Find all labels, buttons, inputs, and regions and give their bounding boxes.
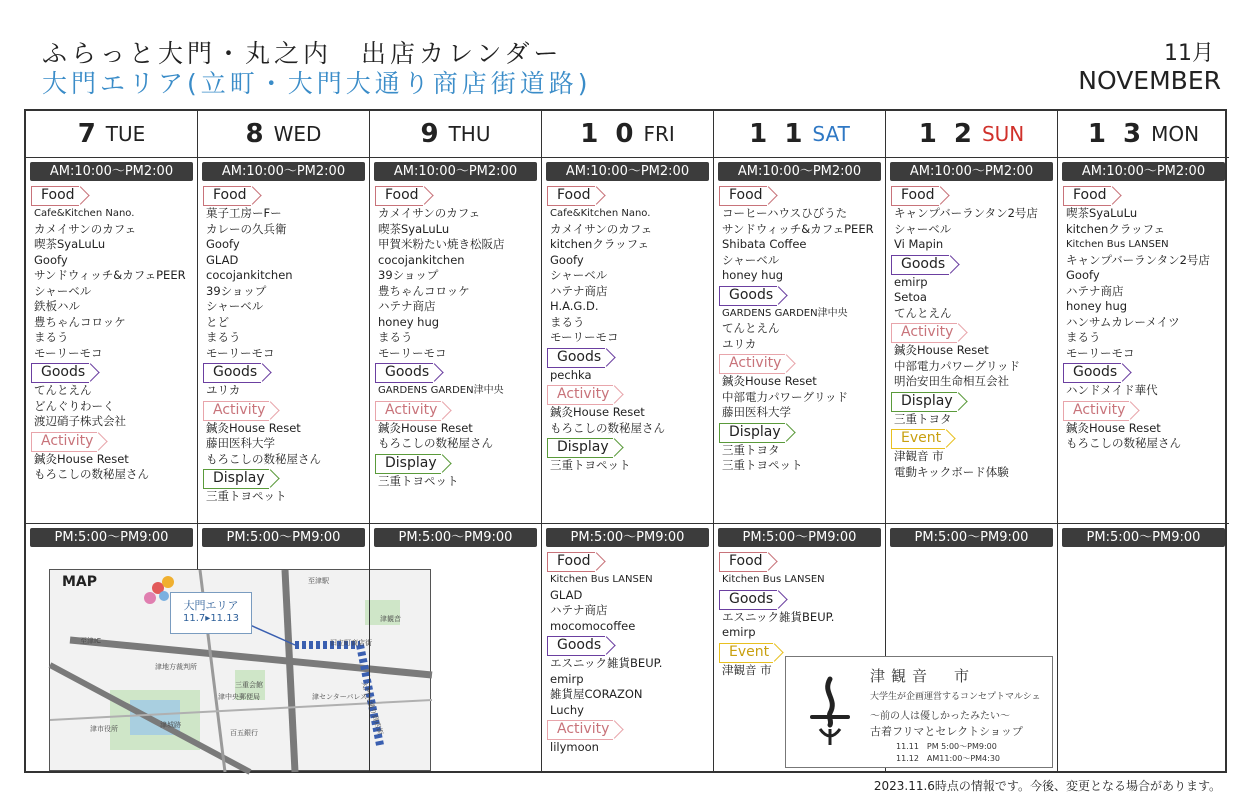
vendor-item: 中部電力パワーグリッド: [722, 389, 849, 404]
vendor-item: Setoa: [894, 290, 927, 304]
food-category-label: Food: [729, 553, 763, 569]
vendor-item: モーリーモコ: [1066, 345, 1135, 360]
am-block: [542, 162, 713, 524]
vendor-item: 喫茶SyaLuLu: [1066, 206, 1138, 220]
activity-category-label: Activity: [385, 401, 438, 418]
goods-category-label: Goods: [557, 348, 602, 365]
activity-category-tag: [547, 720, 623, 740]
vendor-item: 菓子工房ーFー: [206, 206, 282, 220]
activity-category-label: Activity: [1073, 401, 1126, 418]
am-time-bar: AM:10:00〜PM2:00: [202, 162, 365, 181]
vendor-item: 三重トヨペット: [206, 489, 287, 503]
goods-list: [198, 383, 369, 399]
goods-category-label: Goods: [557, 637, 602, 653]
pm-time-bar: PM:5:00〜PM9:00: [890, 528, 1053, 547]
activity-list: [542, 740, 713, 756]
pm-time-bar: PM:5:00〜PM9:00: [30, 528, 193, 547]
am-time-bar: AM:10:00〜PM2:00: [1062, 162, 1225, 181]
vendor-item: 明治安田生命相互会社: [894, 374, 1009, 388]
food-category-tag: [1063, 186, 1121, 206]
goods-category-tag: [31, 363, 99, 383]
vendor-item: 三重トヨペット: [378, 473, 459, 488]
event-card-line3: 古着フリマとセレクトショップ: [870, 725, 1023, 738]
vendor-item: まるう: [34, 330, 69, 344]
vendor-item: 雑貨屋CORAZON: [550, 687, 643, 701]
display-category-tag: [719, 423, 795, 443]
vendor-item: 鍼灸House Reset: [1066, 420, 1161, 435]
am-block: [26, 162, 197, 524]
map-place-label: 三重会館: [235, 681, 263, 689]
vendor-item: モーリーモコ: [34, 345, 103, 360]
day-number: 1 1: [749, 119, 807, 149]
vendor-item: モーリーモコ: [206, 345, 275, 360]
map-place-label: 津観音: [380, 615, 401, 623]
vendor-item: もろこしの数秘屋さん: [378, 436, 493, 450]
vendor-item: cocojankitchen: [206, 268, 293, 282]
am-block: [714, 162, 885, 524]
vendor-item: 三重トヨペット: [722, 458, 803, 472]
vendor-item: H.A.G.D.: [550, 299, 599, 313]
day-name: MON: [1151, 122, 1200, 146]
map-place-label: 津センターパレス: [312, 693, 368, 701]
am-block: [1058, 162, 1229, 524]
vendor-item: ハテナ商店: [378, 299, 436, 313]
vendor-item: 39ショップ: [378, 268, 439, 282]
display-category-tag: [547, 438, 623, 458]
vendor-item: ユリカ: [722, 336, 757, 351]
activity-category-label: Activity: [729, 355, 782, 371]
vendor-item: Cafe&Kitchen Nano.: [550, 208, 651, 219]
vendor-item: Vi Mapin: [894, 237, 944, 251]
vendor-item: lilymoon: [550, 740, 599, 754]
vendor-item: GLAD: [206, 252, 239, 267]
am-block: [198, 162, 369, 524]
goods-list: [26, 383, 197, 430]
map-sign-dates: 11.7▸11.13: [183, 613, 239, 624]
day-number: 8: [245, 119, 268, 149]
vendor-item: emirp: [722, 625, 756, 639]
activity-list: [542, 405, 713, 436]
goods-list: [542, 656, 713, 718]
vendor-item: 津観音 市: [722, 662, 772, 677]
goods-category-tag: [891, 255, 959, 275]
goods-category-label: Goods: [213, 364, 258, 380]
pm-time-bar: PM:5:00〜PM9:00: [546, 528, 709, 547]
pm-time-bar: PM:5:00〜PM9:00: [1062, 528, 1225, 547]
food-category-label: Food: [41, 187, 75, 203]
vendor-item: 鍼灸House Reset: [550, 405, 645, 419]
vendor-item: モーリーモコ: [378, 345, 447, 360]
activity-list: [26, 452, 197, 483]
activity-list: [886, 343, 1057, 390]
goods-category-tag: [547, 636, 615, 656]
vendor-item: もろこしの数秘屋さん: [34, 467, 149, 481]
day-header: [198, 111, 369, 158]
month-english: NOVEMBER: [1078, 66, 1221, 95]
map-place-label: 津城跡: [160, 721, 181, 729]
vendor-item: emirp: [550, 671, 584, 686]
vendor-item: ハテナ商店: [550, 283, 608, 298]
goods-list: [714, 306, 885, 353]
food-category-label: Food: [385, 187, 419, 203]
vendor-item: Kitchen Bus LANSEN: [1066, 239, 1169, 250]
event-category-label: Event: [901, 430, 942, 446]
vendor-item: ユリカ: [206, 383, 241, 397]
activity-category-tag: [203, 401, 279, 421]
am-time-bar: AM:10:00〜PM2:00: [546, 162, 709, 181]
display-category-tag: [203, 469, 279, 489]
vendor-item: kitchenクラッフェ: [1066, 221, 1166, 236]
day-column: [370, 111, 542, 771]
vendor-item: 藤田医科大学: [206, 436, 275, 450]
vendor-item: シャーベル: [206, 299, 264, 313]
food-category-tag: [31, 186, 89, 206]
display-category-label: Display: [901, 392, 953, 409]
food-category-label: Food: [729, 187, 763, 203]
vendor-item: どんぐりわーく: [34, 398, 115, 413]
event-card-line4: 11.11 PM 5:00〜PM9:00: [896, 742, 997, 751]
food-list: [198, 206, 369, 361]
event-card-line5: 11.12 AM11:00〜PM4:30: [896, 754, 1001, 763]
day-header: [1058, 111, 1229, 158]
goods-list: [370, 383, 541, 399]
vendor-item: 鍼灸House Reset: [34, 451, 129, 466]
goods-category-label: Goods: [729, 286, 774, 303]
goods-category-tag: [547, 348, 615, 368]
vendor-item: cocojankitchen: [378, 252, 465, 267]
vendor-item: 豊ちゃんコロッケ: [34, 314, 126, 329]
pm-block: [1058, 528, 1229, 776]
day-name: TUE: [105, 122, 146, 146]
day-number: 1 2: [918, 119, 976, 149]
vendor-item: GARDENS GARDEN津中央: [722, 307, 848, 319]
map-place-label: 津中央郵便局: [218, 693, 260, 701]
vendor-item: GLAD: [550, 587, 583, 602]
day-header: [26, 111, 197, 158]
goods-list: [886, 275, 1057, 322]
vendor-item: pechka: [550, 367, 592, 382]
goods-category-label: Goods: [1073, 364, 1118, 380]
vendor-item: 鉄板ハル: [34, 299, 80, 313]
vendor-item: emirp: [894, 274, 928, 289]
map-place-label: 津市役所: [90, 725, 118, 733]
am-time-bar: AM:10:00〜PM2:00: [890, 162, 1053, 181]
vendor-item: 39ショップ: [206, 283, 267, 298]
display-category-tag: [375, 454, 451, 474]
activity-category-label: Activity: [901, 324, 954, 340]
activity-category-tag: [1063, 401, 1139, 421]
vendor-item: カメイサンのカフェ: [378, 206, 481, 220]
goods-category-label: Goods: [729, 590, 774, 607]
goods-list: [714, 610, 885, 641]
month-number: 11月: [1164, 41, 1214, 66]
map-place-label: 旧立町商店街: [330, 639, 372, 647]
day-column: [198, 111, 370, 771]
vendor-item: シャーベル: [722, 252, 780, 267]
event-card: [785, 656, 1053, 768]
am-time-bar: AM:10:00〜PM2:00: [718, 162, 881, 181]
vendor-item: 電動キックボード体験: [894, 464, 1009, 479]
am-block: [370, 162, 541, 524]
food-category-tag: [719, 552, 777, 572]
map-sign-title: 大門エリア: [183, 599, 239, 612]
food-list: [714, 206, 885, 284]
food-list: [714, 572, 885, 588]
event-list: [886, 449, 1057, 480]
vendor-item: Goofy: [1066, 268, 1100, 282]
vendor-item: mocomocoffee: [550, 618, 636, 633]
day-number: 1 3: [1087, 119, 1146, 149]
food-category-tag: [719, 186, 777, 206]
goods-category-tag: [719, 286, 787, 306]
vendor-item: てんとえん: [894, 305, 952, 320]
am-time-bar: AM:10:00〜PM2:00: [30, 162, 193, 181]
pm-block: [26, 528, 401, 776]
vendor-item: 藤田医科大学: [722, 405, 791, 419]
food-list: [542, 572, 713, 634]
map-label: MAP: [62, 574, 98, 590]
vendor-item: 津観音 市: [894, 449, 944, 463]
day-name: SUN: [981, 122, 1025, 146]
vendor-item: honey hug: [378, 314, 440, 329]
day-header: [542, 111, 713, 158]
vendor-item: Goofy: [206, 237, 240, 251]
event-logo-icon: [800, 673, 860, 753]
vendor-item: 鍼灸House Reset: [378, 420, 473, 435]
day-number: 1 0: [580, 119, 638, 149]
activity-category-tag: [375, 401, 451, 421]
food-category-label: Food: [901, 187, 935, 203]
activity-list: [1058, 421, 1229, 452]
vendor-item: ハンサムカレーメイツ: [1066, 314, 1180, 329]
vendor-item: Luchy: [550, 702, 584, 717]
day-name: THU: [448, 122, 491, 146]
title-line2: 大門エリア(立町・大門大通り商店街道路): [42, 69, 592, 98]
event-category-label: Event: [729, 643, 770, 660]
vendor-item: てんとえん: [722, 321, 780, 335]
goods-category-tag: [203, 363, 271, 383]
map-place-label: 百五銀行: [230, 729, 258, 737]
vendor-item: もろこしの数秘屋さん: [550, 420, 665, 435]
vendor-item: 喫茶SyaLuLu: [378, 221, 450, 236]
vendor-item: 鍼灸House Reset: [722, 374, 817, 388]
vendor-item: シャーベル: [894, 221, 952, 236]
vendor-item: 中部電力パワーグリッド: [894, 358, 1021, 373]
vendor-item: シャーベル: [550, 268, 608, 282]
food-category-label: Food: [557, 553, 591, 569]
vendor-item: エスニック雑貨BEUP.: [722, 609, 835, 624]
vendor-item: Goofy: [550, 252, 584, 267]
activity-list: [370, 421, 541, 452]
food-category-tag: [203, 186, 261, 206]
vendor-item: Cafe&Kitchen Nano.: [34, 208, 135, 219]
display-list: [198, 489, 369, 505]
display-category-label: Display: [385, 454, 437, 471]
vendor-item: てんとえん: [34, 383, 92, 397]
event-category-tag: [891, 429, 955, 449]
activity-category-label: Activity: [557, 386, 610, 402]
activity-category-tag: [31, 432, 107, 452]
vendor-item: サンドウィッチ&カフェPEER: [34, 268, 186, 282]
goods-category-label: Goods: [385, 364, 430, 380]
vendor-item: ハテナ商店: [1066, 283, 1124, 298]
display-category-label: Display: [729, 423, 781, 440]
map-place-label: 大門大通り商店街: [359, 680, 385, 737]
vendor-item: カメイサンのカフェ: [34, 221, 137, 236]
goods-category-tag: [375, 363, 443, 383]
vendor-item: honey hug: [722, 268, 784, 282]
vendor-item: honey hug: [1066, 299, 1128, 313]
vendor-item: Shibata Coffee: [722, 237, 807, 251]
day-name: SAT: [812, 122, 850, 146]
vendor-item: もろこしの数秘屋さん: [206, 451, 321, 466]
display-category-label: Display: [213, 470, 265, 486]
day-header: [886, 111, 1057, 158]
activity-category-label: Activity: [41, 432, 94, 449]
vendor-item: ハンドメイド華代: [1066, 383, 1158, 397]
pm-block: [542, 528, 713, 776]
vendor-item: 三重トヨタ: [722, 442, 780, 457]
vendor-item: とど: [206, 314, 229, 329]
activity-category-label: Activity: [213, 401, 266, 418]
food-list: [26, 206, 197, 361]
vendor-item: まるう: [550, 314, 585, 329]
vendor-item: 鍼灸House Reset: [894, 343, 989, 357]
vendor-item: ハテナ商店: [550, 603, 608, 617]
day-column: [542, 111, 714, 771]
display-list: [370, 474, 541, 490]
vendor-item: 渡辺硝子株式会社: [34, 414, 126, 428]
display-list: [714, 443, 885, 474]
vendor-item: モーリーモコ: [550, 330, 619, 344]
vendor-item: Goofy: [34, 252, 68, 267]
vendor-item: Kitchen Bus LANSEN: [550, 574, 653, 585]
goods-category-label: Goods: [41, 364, 86, 380]
activity-category-label: Activity: [557, 721, 610, 737]
food-category-tag: [547, 186, 605, 206]
day-number: 9: [420, 119, 443, 149]
vendor-item: カメイサンのカフェ: [550, 221, 653, 236]
pm-time-bar: PM:5:00〜PM9:00: [374, 528, 537, 547]
display-category-label: Display: [557, 439, 609, 455]
pm-block: [198, 528, 369, 776]
vendor-item: Kitchen Bus LANSEN: [722, 574, 825, 585]
vendor-item: まるう: [206, 330, 241, 344]
vendor-item: 鍼灸House Reset: [206, 420, 301, 435]
activity-category-tag: [719, 354, 795, 374]
pm-block: [370, 528, 541, 776]
day-name: FRI: [643, 122, 675, 146]
footnote: 2023.11.6時点の情報です。今後、変更となる場合があります。: [873, 779, 1221, 793]
food-list: [886, 206, 1057, 253]
vendor-item: 喫茶SyaLuLu: [34, 237, 106, 251]
event-category-tag: [719, 643, 783, 663]
vendor-item: 甲賀米粉たい焼き松阪店: [378, 237, 505, 251]
goods-category-tag: [1063, 363, 1131, 383]
food-category-tag: [375, 186, 433, 206]
vendor-item: kitchenクラッフェ: [550, 237, 650, 251]
display-category-tag: [891, 392, 967, 412]
goods-category-label: Goods: [901, 255, 946, 272]
goods-list: [542, 368, 713, 384]
goods-list: [1058, 383, 1229, 399]
title-line1: ふらっと大門・丸之内 出店カレンダー: [42, 39, 563, 68]
vendor-item: GARDENS GARDEN津中央: [378, 385, 504, 396]
vendor-item: 三重トヨタ: [894, 411, 952, 426]
activity-list: [714, 374, 885, 421]
map-place-label: 至津IC: [80, 637, 101, 645]
day-header: [370, 111, 541, 158]
pm-time-bar: PM:5:00〜PM9:00: [202, 528, 365, 547]
vendor-item: もろこしの数秘屋さん: [1066, 436, 1181, 450]
activity-list: [198, 421, 369, 468]
event-card-line2: 〜前の人は優しかったみたい〜: [870, 711, 1010, 722]
vendor-item: キャンプバーランタン2号店: [894, 206, 1038, 220]
am-time-bar: AM:10:00〜PM2:00: [374, 162, 537, 181]
activity-category-tag: [891, 323, 967, 343]
vendor-item: 豊ちゃんコロッケ: [378, 283, 470, 298]
day-name: WED: [273, 122, 322, 146]
display-list: [542, 458, 713, 474]
vendor-item: まるう: [378, 330, 413, 344]
map-place-label: 至津駅: [308, 577, 329, 585]
vendor-item: エスニック雑貨BEUP.: [550, 656, 663, 670]
food-list: [542, 206, 713, 346]
day-column: [1058, 111, 1229, 771]
day-number: 7: [77, 119, 100, 149]
vendor-item: サンドウィッチ&カフェPEER: [722, 221, 874, 236]
food-category-tag: [547, 552, 605, 572]
vendor-item: まるう: [1066, 330, 1101, 344]
map-place-label: 津地方裁判所: [155, 663, 197, 671]
event-card-line1: 大学生が企画運営するコンセプトマルシェ: [870, 692, 1041, 702]
event-card-title: 津観音 市: [870, 667, 976, 685]
food-category-tag: [891, 186, 949, 206]
pm-time-bar: PM:5:00〜PM9:00: [718, 528, 881, 547]
activity-category-tag: [547, 385, 623, 405]
vendor-item: キャンプバーランタン2号店: [1066, 252, 1210, 267]
food-category-label: Food: [213, 187, 247, 203]
display-list: [886, 412, 1057, 428]
am-block: [886, 162, 1057, 524]
vendor-item: 三重トヨペット: [550, 458, 631, 472]
food-category-label: Food: [1073, 187, 1107, 203]
vendor-item: カレーの久兵衛: [206, 221, 287, 236]
vendor-item: コーヒーハウスひびうた: [722, 206, 848, 220]
food-list: [1058, 206, 1229, 361]
day-header: [714, 111, 885, 158]
goods-category-tag: [719, 590, 787, 610]
vendor-item: シャーベル: [34, 283, 92, 298]
food-list: [370, 206, 541, 361]
food-category-label: Food: [557, 187, 591, 203]
